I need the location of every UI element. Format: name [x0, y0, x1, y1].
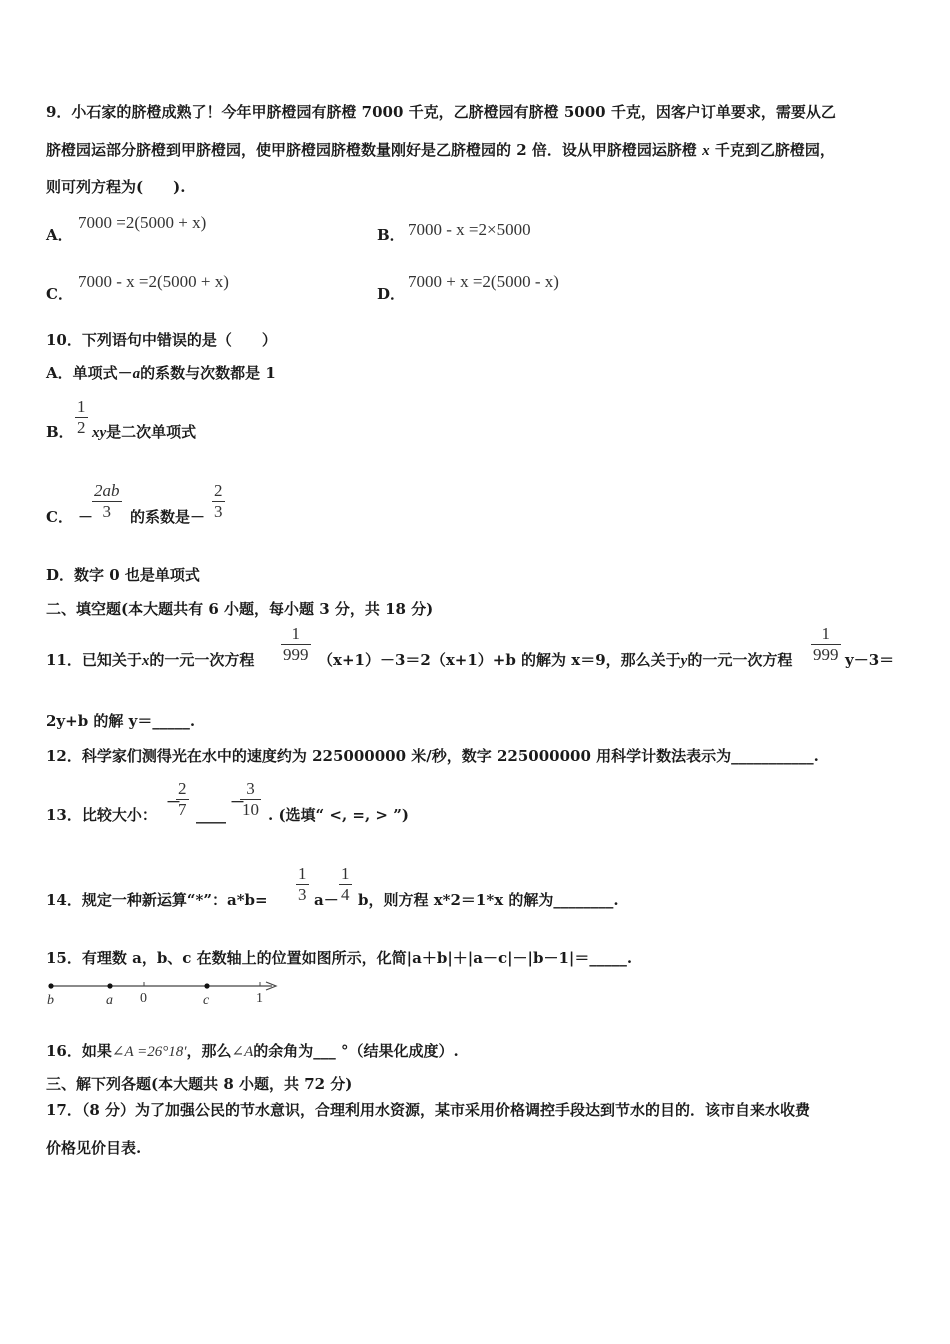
q10-stem: 10．下列语句中错误的是（ ）	[46, 331, 277, 349]
label-0: 0	[140, 991, 147, 1006]
q10-option-b-label: B．	[46, 423, 74, 441]
q11-line2: 2y+b 的解 y＝_____.	[46, 712, 196, 730]
q14-part1: 14．规定一种新运算“*”：a*b=	[46, 891, 268, 909]
q13-stem: 13．比较大小：	[46, 806, 157, 824]
q11-part1: 11．已知关于x的一元一次方程	[46, 651, 255, 669]
q17-line1: 17．（8 分）为了加强公民的节水意识，合理利用水资源，某市采用价格调控手段达到节水的目的．该市自来水收费	[46, 1101, 811, 1119]
q11-fraction1: $\frac{1}{999}$	[283, 624, 309, 664]
q14-part2: a－	[314, 891, 339, 909]
q10-option-a: A．单项式－a的系数与次数都是 1	[46, 364, 276, 382]
q9-option-d-label: D．	[377, 285, 406, 303]
q16-text: 16．如果∠A =26°18′，那么∠A的余角为___ °（结果化成度）.	[46, 1042, 459, 1060]
q17-line2: 价格见价目表.	[46, 1139, 142, 1157]
q9-option-c-expr: 7000 - x =2(5000 + x)	[78, 272, 229, 291]
q9-line2: 脐橙园运部分脐橙到甲脐橙园，使甲脐橙园脐橙数量刚好是乙脐橙园的 2 倍．设从甲脐橙园运脐橙 x 千克到乙脐橙园，	[46, 141, 835, 159]
q10-option-c-label: C．	[46, 508, 73, 526]
number-line-figure	[40, 975, 290, 1009]
q11-part2: （x+1）－3＝2（x+1）+b 的解为 x＝9，那么关于y的一元一次方程	[318, 651, 793, 669]
q10-option-c-fraction2: $\frac{2}{3}$	[214, 481, 223, 521]
section-3-heading: 三、解下列各题(本大题共 8 小题，共 72 分)	[46, 1075, 353, 1093]
q9-option-a-label: A．	[46, 226, 73, 244]
q9-line3: 则可列方程为( ).	[46, 178, 186, 196]
q10-option-c-text: 的系数是－	[130, 508, 206, 526]
label-c: c	[203, 993, 210, 1008]
q13-blank: ____	[196, 806, 226, 824]
q11-part3: y－3＝	[845, 651, 895, 669]
label-b: b	[47, 993, 54, 1008]
q13-fraction1: $\frac{2}{7}$	[178, 779, 187, 819]
q10-option-b-fraction: $\frac{1}{2}$	[77, 397, 86, 437]
q14-part3: b，则方程 x*2＝1*x 的解为________.	[358, 891, 619, 909]
q15-stem: 15．有理数 a，b、c 在数轴上的位置如图所示，化简|a＋b|＋|a－c|－|b－1|＝_____.	[46, 949, 633, 967]
point-b	[48, 983, 53, 988]
q10-option-c-neg: －	[78, 508, 94, 526]
q14-fraction2: $\frac{1}{4}$	[341, 864, 350, 904]
q9-line1: 9．小石家的脐橙成熟了！今年甲脐橙园有脐橙 7000 千克，乙脐橙园有脐橙 5000 千克，因客户订单要求，需要从乙	[46, 103, 836, 121]
q11-fraction2: $\frac{1}{999}$	[813, 624, 839, 664]
point-c	[204, 983, 209, 988]
point-a	[107, 983, 112, 988]
q9-option-c-label: C．	[46, 285, 73, 303]
q10-option-c-fraction: $\frac{2ab}{3}$	[94, 481, 120, 521]
label-1: 1	[256, 991, 263, 1006]
label-a: a	[106, 993, 113, 1008]
q13-hint: . (选填“ <, =, > ”)	[268, 806, 409, 824]
section-2-heading: 二、填空题(本大题共有 6 小题，每小题 3 分，共 18 分)	[46, 600, 434, 618]
q12-text: 12．科学家们测得光在水中的速度约为 225000000 米/秒，数字 225000000 用科学计数法表示为___________.	[46, 747, 819, 765]
q9-option-b-label: B．	[377, 226, 405, 244]
q9-option-d-expr: 7000 + x =2(5000 - x)	[408, 272, 559, 291]
q10-option-d: D．数字 0 也是单项式	[46, 566, 200, 584]
q13-neg1: －	[166, 793, 182, 811]
q13-neg2: －	[230, 793, 246, 811]
q9-option-b-expr: 7000 - x =2×5000	[408, 220, 531, 239]
q13-fraction2: $\frac{3}{10}$	[242, 779, 259, 819]
q14-fraction1: $\frac{1}{3}$	[298, 864, 307, 904]
q9-option-a-expr: 7000 =2(5000 + x)	[78, 213, 207, 232]
q10-option-b-text: xy是二次单项式	[92, 423, 197, 441]
